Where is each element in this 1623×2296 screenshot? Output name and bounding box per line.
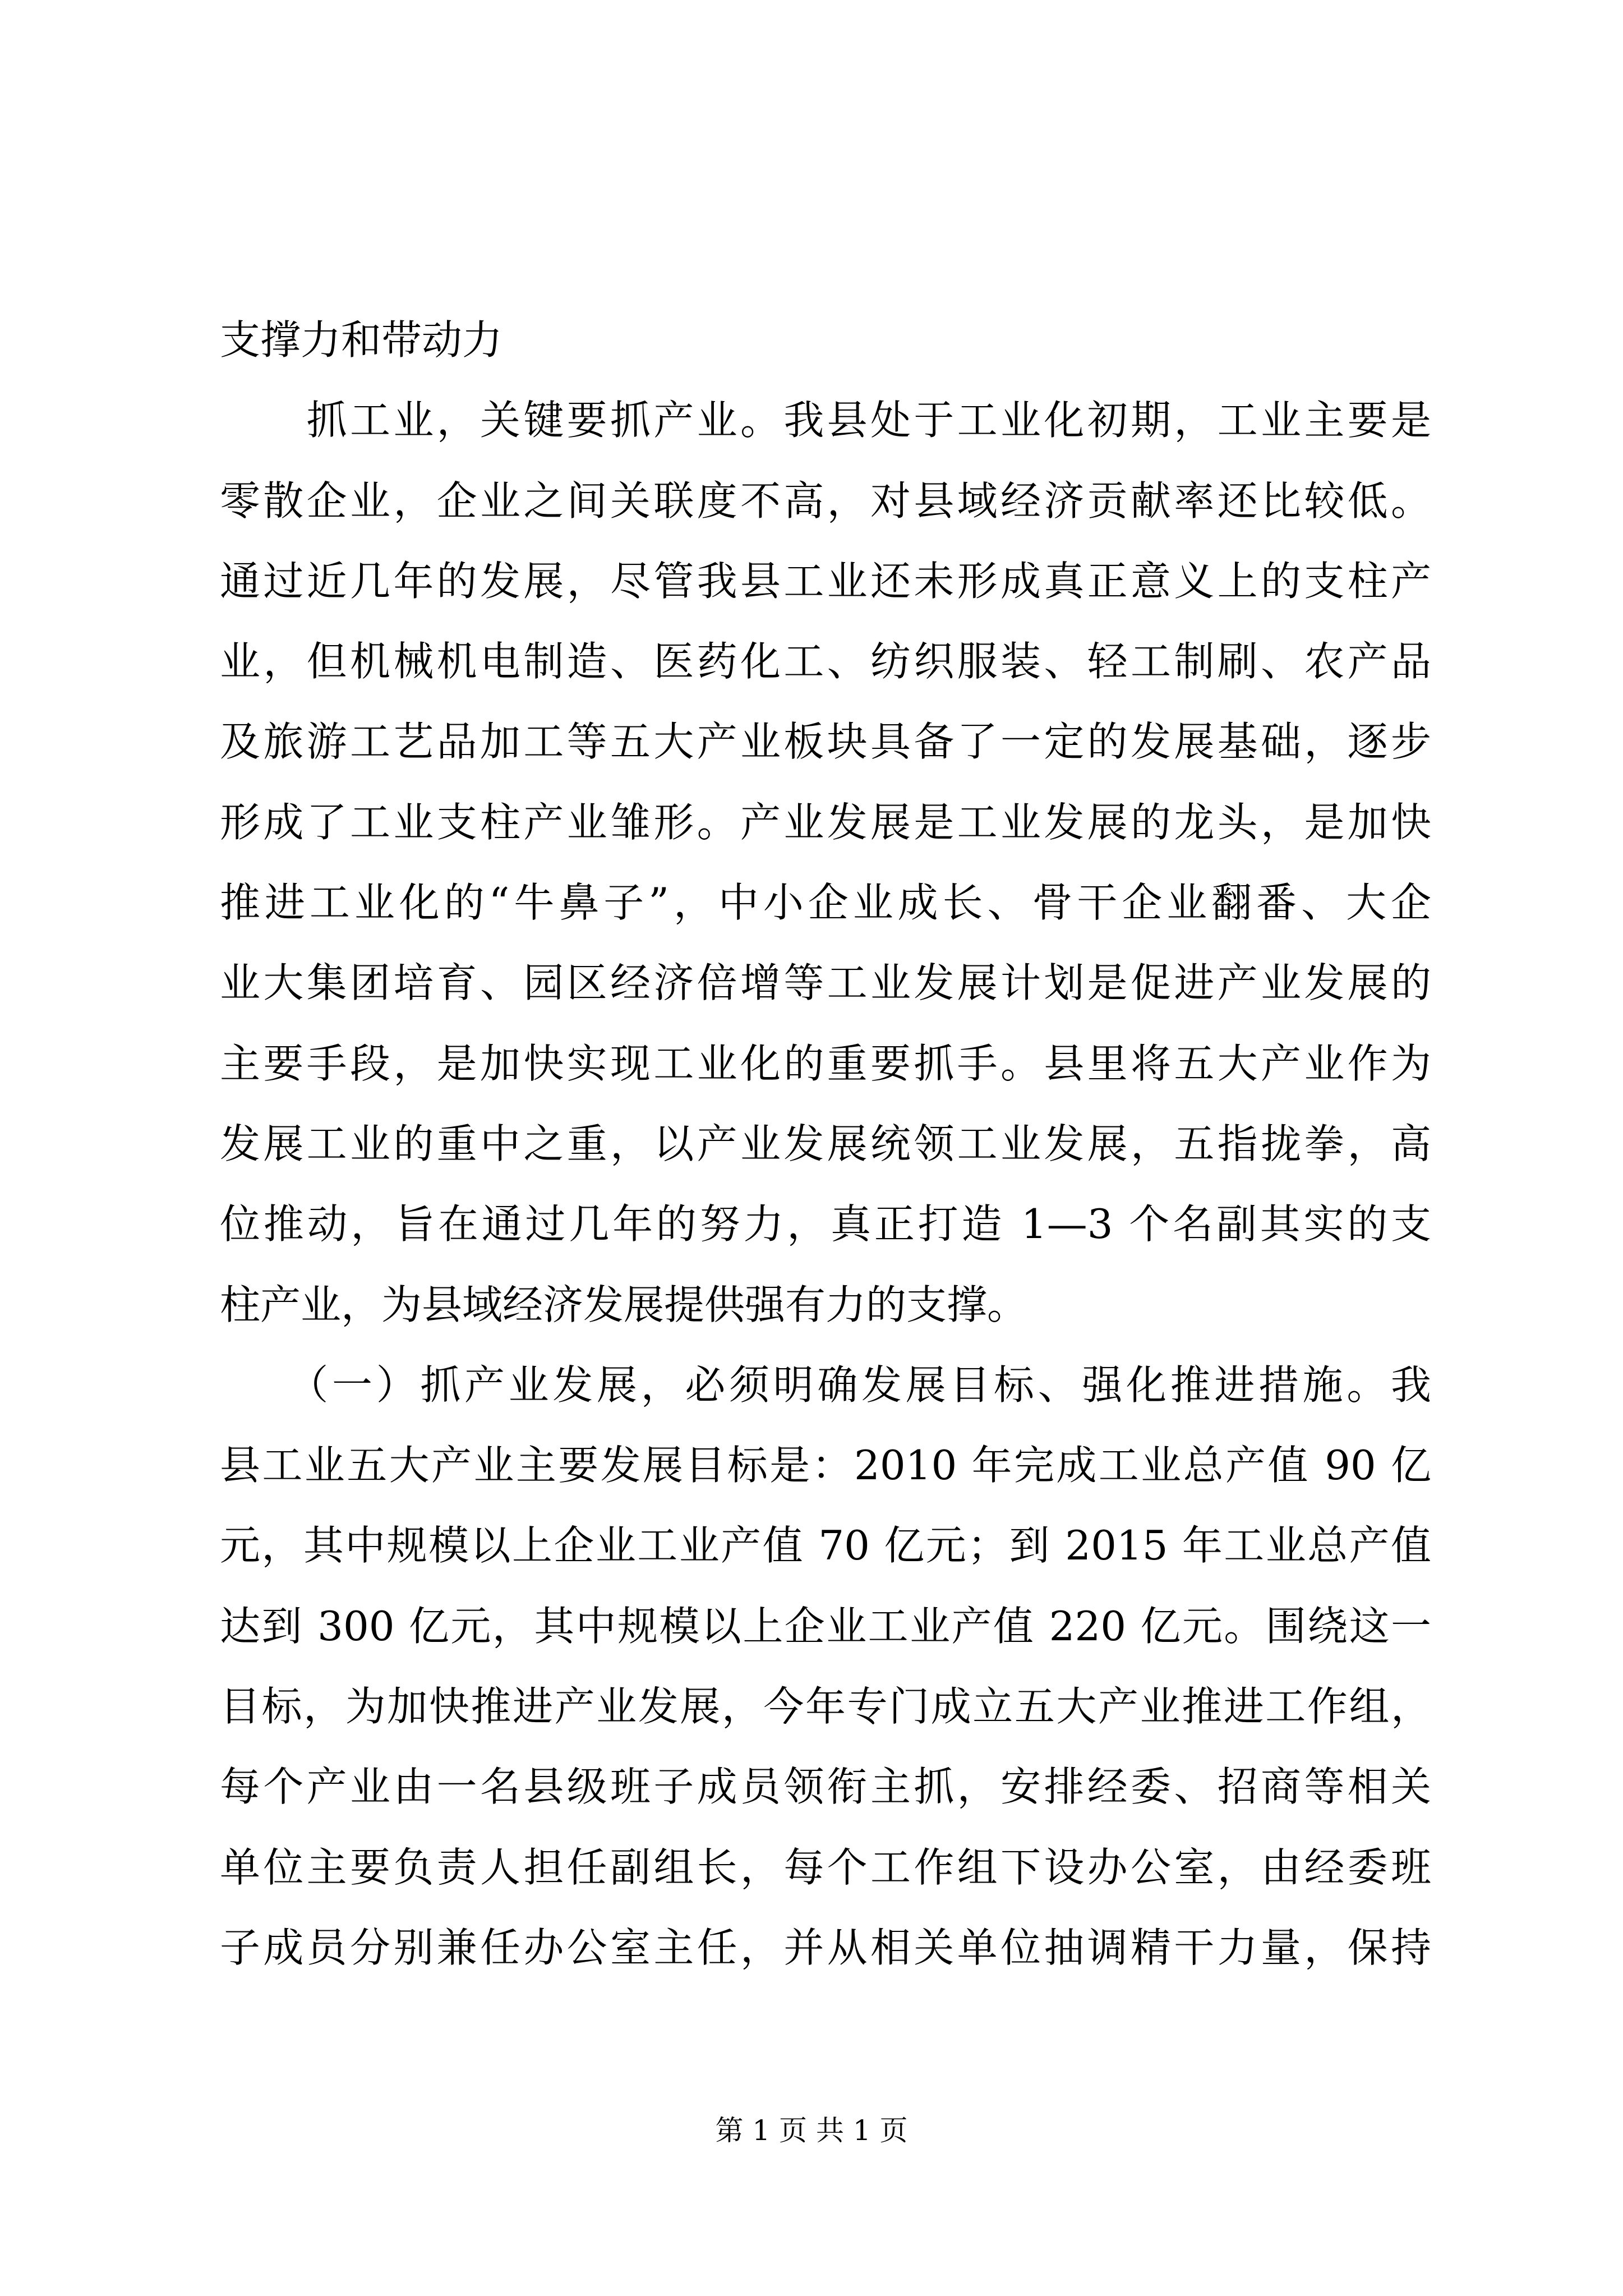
text-line: 单位主要负责人担任副组长，每个工作组下设办公室，由经委班 (220, 1843, 1431, 1891)
text-line: 业，但机械机电制造、医药化工、纺织服装、轻工制刷、农产品 (220, 638, 1431, 685)
text-line: 发展工业的重中之重，以产业发展统领工业发展，五指拢拳，高 (220, 1120, 1431, 1167)
text-line: 目标，为加快推进产业发展，今年专门成立五大产业推进工作组， (220, 1683, 1431, 1731)
text-line: 每个产业由一名县级班子成员领衔主抓，安排经委、招商等相关 (220, 1763, 1431, 1811)
text-line: 元，其中规模以上企业工业产值 70 亿元；到 2015 年工业总产值 (220, 1522, 1431, 1570)
text-line: 子成员分别兼任办公室主任，并从相关单位抽调精干力量，保持 (220, 1924, 1431, 1971)
text-line: 县工业五大产业主要发展目标是：2010 年完成工业总产值 90 亿 (220, 1442, 1431, 1489)
text-line: 及旅游工艺品加工等五大产业板块具备了一定的发展基础，逐步 (220, 718, 1431, 766)
page-footer (0, 2114, 1623, 2147)
text-line: 业大集团培育、园区经济倍增等工业发展计划是促进产业发展的 (220, 959, 1431, 1007)
text-line: 位推动，旨在通过几年的努力，真正打造 1—3 个名副其实的支 (220, 1200, 1431, 1248)
text-line: 通过近几年的发展，尽管我县工业还未形成真正意义上的支柱产 (220, 557, 1431, 605)
text-line: 推进工业化的“牛鼻子”，中小企业成长、骨干企业翻番、大企 (220, 879, 1431, 927)
text-line: （一）抓产业发展，必须明确发展目标、强化推进措施。我 (220, 1361, 1431, 1409)
text-line: 主要手段，是加快实现工业化的重要抓手。县里将五大产业作为 (220, 1039, 1431, 1087)
text-line: 支撑力和带动力 (220, 316, 503, 364)
text-line: 零散企业，企业之间关联度不高，对县域经济贡献率还比较低。 (220, 477, 1431, 524)
text-line: 抓工业，关键要抓产业。我县处于工业化初期，工业主要是 (220, 397, 1431, 444)
page-number: 第 1 页 共 1 页 (715, 2114, 908, 2147)
text-line: 柱产业，为县域经济发展提供强有力的支撑。 (220, 1281, 1028, 1328)
text-line: 达到 300 亿元，其中规模以上企业工业产值 220 亿元。围绕这一 (220, 1602, 1431, 1650)
document-body (220, 300, 1431, 1988)
text-line: 形成了工业支柱产业雏形。产业发展是工业发展的龙头，是加快 (220, 798, 1431, 846)
